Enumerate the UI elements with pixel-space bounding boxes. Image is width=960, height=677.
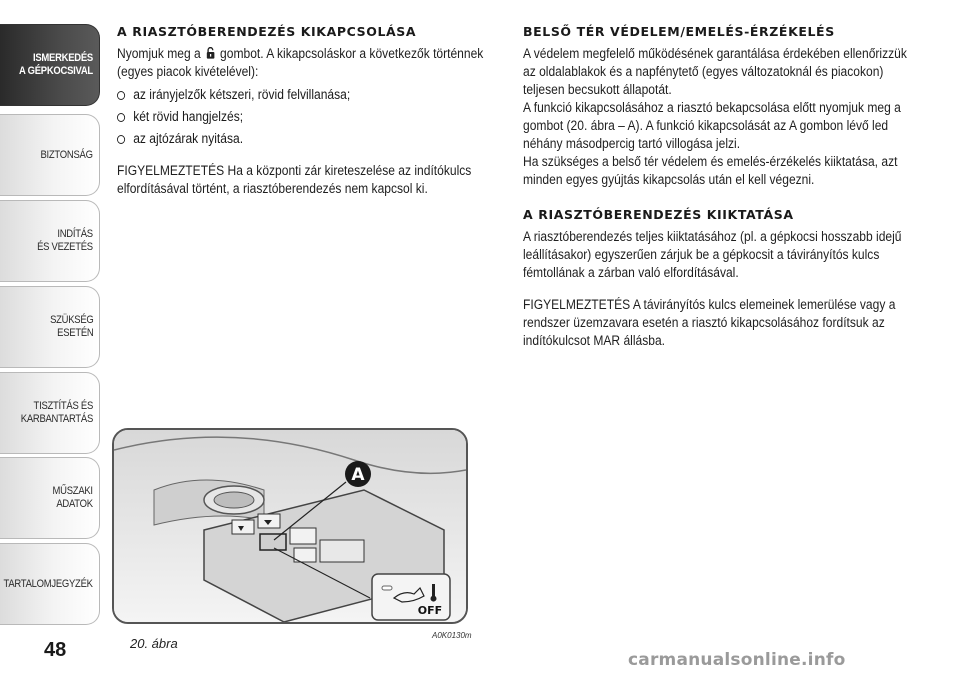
intro-paragraph [117,45,500,81]
off-button-label: OFF [417,604,443,617]
figure-caption: 20. ábra [130,636,178,651]
overhead-console-illustration [114,430,466,622]
bullet-list [117,84,500,150]
tab-ismerkedes[interactable] [0,24,100,106]
tab-szukseg[interactable] [0,286,100,368]
tab-biztonsag[interactable] [0,114,100,196]
tab-label: MŰSZAKI ADATOK [52,485,93,510]
warning-paragraph: FIGYELMEZTETÉS A távirányítós kulcs elemeinek lemerülése vagy a rendszer üzemzavara esetén a riasztó kikapcsolásához fordítsuk az indítókulcsot MAR állásba. [523,297,896,348]
tab-label: TISZTÍTÁS ÉS KARBANTARTÁS [20,400,93,425]
tab-muszaki[interactable] [0,457,100,539]
paragraph: Ha szükséges a belső tér védelem és emelés-érzékelés kiiktatása, azt minden egyes gyújtás kikapcsolás után el kell végezni. [523,154,898,187]
tab-tartalomjegyzek[interactable] [0,543,100,625]
tab-label: BIZTONSÁG [40,148,93,161]
tab-label: INDÍTÁS ÉS VEZETÉS [37,228,93,253]
tab-tisztitas[interactable] [0,372,100,454]
bullet-ring-icon [117,135,125,144]
right-column [523,24,910,350]
tab-label: SZÜKSÉG ESETÉN [49,314,93,339]
callout-a-label: A [351,465,365,485]
bullet-ring-icon [117,91,125,100]
list-item: az irányjelzők kétszeri, rövid felvillanása; [117,84,500,106]
chapter-sidebar [0,0,102,677]
bullet-ring-icon [117,113,125,122]
tab-inditas[interactable] [0,200,100,282]
alarm-off-button [260,534,286,550]
figure-code: A0K0130m [432,631,472,640]
paragraph: A védelem megfelelő működésének garantálása érdekében ellenőrizzük az oldalablakok és a napfénytető (egyes változatoknál és piacokon) teljesen becsukott állapotát. [523,46,907,97]
list-item: két rövid hangjelzés; [117,106,500,128]
paragraph: A funkció kikapcsolásához a riasztó bekapcsolása előtt nyomjuk meg a gombot (20. ábra – A). A funkció kikapcsolását az A gombon lévő led néhány másodpercig tartó villogása jelzi. [523,100,901,151]
tab-label: ISMERKEDÉS A GÉPKOCSIVAL [19,52,93,77]
intro-text-start: Nyomjuk meg a [117,46,201,61]
paragraph: A riasztóberendezés teljes kiiktatásához (pl. a gépkocsi hosszabb idejű leállításakor) egyszerűen zárjuk be a gépkocsit a távirányítós kulcs fémtollának a zárban való elfordításával. [523,229,902,280]
left-column [117,24,500,198]
warning-paragraph: FIGYELMEZTETÉS Ha a központi zár kireteszelése az indítókulcs elfordításával történt, a riasztóberendezés nem kapcsol ki. [117,163,472,196]
padlock-open-icon [206,46,215,58]
list-item: az ajtózárak nyitása. [117,128,500,150]
tab-label: TARTALOMJEGYZÉK [3,577,93,590]
figure-20 [112,428,468,624]
intro-text-end: gombot. A kikapcsoláskor a következők történnek (egyes piacok kivételével): [117,46,484,79]
watermark-text: carmanualsonline.info [628,650,846,670]
page-number: 48 [44,639,67,661]
section-heading: A RIASZTÓBERENDEZÉS KIIKTATÁSA [523,207,794,222]
section-heading: BELSŐ TÉR VÉDELEM/EMELÉS-ÉRZÉKELÉS [523,24,835,39]
section-heading: A RIASZTÓBERENDEZÉS KIKAPCSOLÁSA [117,24,417,39]
